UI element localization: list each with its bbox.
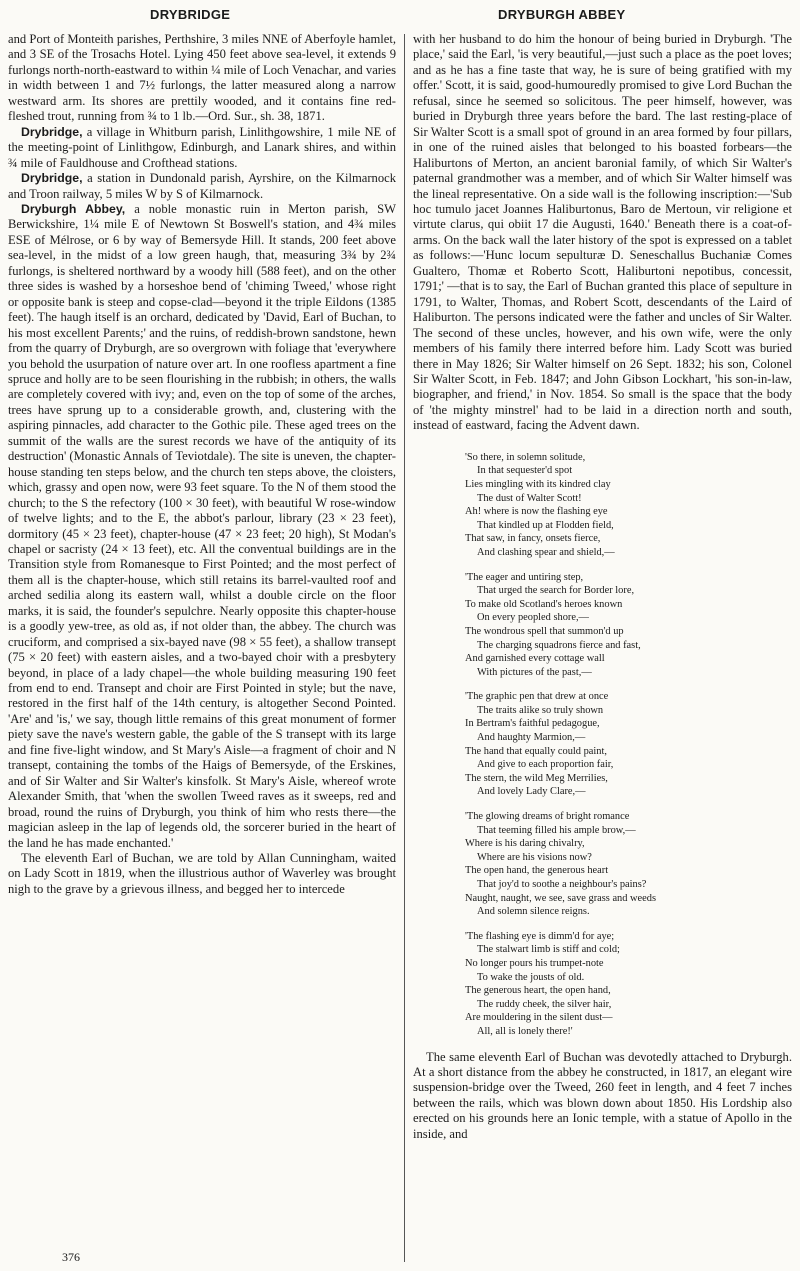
entry-dryburgh-abbey	[8, 202, 396, 851]
entry-drybridge-station	[8, 171, 396, 202]
header-left: DRYBRIDGE	[150, 7, 231, 22]
poem-line: The hand that equally could paint,	[465, 745, 607, 757]
poem-line: And solemn silence reigns.	[477, 906, 590, 918]
poem-stanza	[465, 451, 792, 560]
poem-line: 'The eager and untiring step,	[465, 571, 584, 583]
poem-line: That joy'd to soothe a neighbour's pains?	[477, 879, 647, 890]
poem-line: The stalwart limb is stiff and cold;	[477, 944, 620, 956]
poem-line: 'The flashing eye is dimm'd for aye;	[465, 930, 615, 942]
poem-line: 'The glowing dreams of bright romance	[465, 811, 630, 823]
poem-line: That kindled up at Flodden field,	[477, 519, 614, 531]
header-right: DRYBURGH ABBEY	[498, 7, 626, 22]
poem-line: The stern, the wild Meg Merrilies,	[465, 772, 608, 784]
poem-line: The ruddy cheek, the silver hair,	[477, 998, 612, 1010]
left-column	[8, 32, 396, 1264]
headword: Drybridge,	[21, 171, 83, 186]
headword: Dryburgh Abbey,	[21, 201, 126, 216]
entry-text: a noble monastic ruin in Merton parish, SW Berwickshire, 1¼ mile E of Newtown St Boswell's station, and 4¾ miles ESE of Mélrose, or 6 by way of Bemersyde Hill. It stands, 200 feet above sea-level, in the midst of a low green haugh, that, measuring 3¾ by 2¾ furlongs, is sheltered northward by a woody hill (588 feet), and on the other three sides is washed by a horseshoe bend of 'chiming Tweed,' whose right or opposite bank is steep and copse-clad—beyond it the triple Eildons (1385 feet). The haugh itself is an orchard, dedicated by 'David, Earl of Buchan, to his most excellent Parents;' and the ruins, of reddish-brown sandstone, hewn from the quarry of Dryburgh, are so overgrown with foliage that 'everywhere you behold the usurpation of nature over art. In one roofless apartment a fine spruce and holly are to be seen flourishing in the rubbish; in others, the walls are completely covered with ivy; and, even on the top of some of the arches, trees have sprung up to a considerable growth, and, clustering with the aspiring pinnacles, add character to the Gothic pile. These aged trees on the summit of the walls are the surest records we have of the antiquity of its destruction' (Monastic Annals of Teviotdale). The site is uneven, the chapter-house standing ten steps below, and the church ten steps above, the cloisters, which, grassy and open now, were 93 feet square. To the N of them stood the church; to the S the refectory (100 × 30 feet), with beautiful W rose-window of twelve lights; and to the E, the abbot's parlour, library (23 × 23 feet), dormitory (45 × 23 feet), chapter-house (47 × 23 feet; 20 high), St Modan's chapel or sacristy (24 × 13 feet), etc. All the conventual buildings are in the Transition style from Romanesque to First Pointed; and the most perfect of them all is the chapter-house, which still retains its barrel-vaulted roof and arched sedilia along its eastern wall, whilst a double circle on the floor marks, it is said, the founder's sepulchre. Nearly opposite this chapter-house is a goodly yew-tree, as old as, if not older than, the abbey. The church was cruciform, and comprised a six-bayed nave (98 × 55 feet), a shallow transept (75 × 20 feet) with eastern aisles, and a two-bayed choir with a presbytery beyond, in place of a lady chapel—the whole building measuring 190 feet from end to end. Transept and choir are First Pointed in style; but the nave, restored in the first half of the 14th century, is altogether Second Pointed. 'Are' and 'is,' we say, though little remains of this great monument of former piety save the nave's western gable, the gable of the S transept with its large and fine five-light window, and St Mary's Aisle—a fragment of choir and N transept, containing the tombs of the Haigs of Bemersyde, of the Erskines, and of Sir Walter and Sir Walter's kinsfolk. St Mary's Aisle, whereof wrote Alexander Smith, that 'when the swollen Tweed raves as it sweeps, red and broad, round the ruins of Dryburgh, you think of him who rests there—the magician asleep in the lap of legends old, the sorcerer buried in the heart of the land he has made enchanted.'	[8, 201, 396, 850]
poem-stanza	[465, 930, 792, 1039]
poem-line: To make old Scotland's heroes known	[465, 598, 623, 610]
poem-line: In Bertram's faithful pedagogue,	[465, 718, 600, 730]
running-header	[0, 4, 800, 26]
poem	[465, 451, 792, 1039]
entry-text: a village in Whitburn parish, Linlithgowshire, 1 mile NE of the meeting-point of Linlithgow, Edinburgh, and Lanark shires, and within ¾ mile of Fauldhouse and Crofthead stations.	[8, 124, 396, 170]
poem-line: The generous heart, the open hand,	[465, 985, 611, 997]
poem-line: The dust of Walter Scott!	[477, 492, 582, 504]
poem-line: Where is his daring chivalry,	[465, 838, 585, 850]
poem-line: All, all is lonely there!'	[477, 1025, 573, 1037]
poem-line: With pictures of the past,—	[477, 666, 592, 678]
right-column	[413, 32, 792, 1264]
poem-stanza	[465, 571, 792, 680]
poem-line: And lovely Lady Clare,—	[477, 786, 586, 798]
poem-stanza	[465, 690, 792, 799]
buchan-paragraph: The eleventh Earl of Buchan, we are told by Allan Cunningham, waited on Lady Scott in 1819, when the illustrious author of Waverley was brought nigh to the grave by a grievous illness, and begged her to intercede	[8, 851, 396, 896]
bridge-paragraph: The same eleventh Earl of Buchan was devotedly attached to Dryburgh. At a short distance from the abbey he constructed, in 1817, an elegant wire suspension-bridge over the Tweed, 260 feet in length, and 4 feet 7 inches between the rails, which was blown down about 1850. His Lordship also erected on his grounds here an Ionic temple, with a statue of Apollo in the inside, and	[413, 1049, 792, 1141]
poem-line: Where are his visions now?	[477, 851, 592, 863]
poem-line: The traits alike so truly shown	[477, 704, 604, 716]
poem-line: Lies mingling with its kindred clay	[465, 478, 611, 490]
poem-line: And give to each proportion fair,	[477, 759, 614, 771]
column-rule	[404, 34, 405, 1262]
headword: Drybridge,	[21, 124, 83, 139]
poem-line: And haughty Marmion,—	[477, 732, 586, 744]
poem-line: Naught, naught, we see, save grass and weeds	[465, 892, 657, 904]
poem-line: Ah! where is now the flashing eye	[465, 506, 608, 518]
poem-line: On every peopled shore,—	[477, 612, 589, 624]
poem-line: That teeming filled his ample brow,—	[477, 824, 636, 836]
poem-line: The open hand, the generous heart	[465, 865, 609, 877]
poem-stanza	[465, 810, 792, 919]
poem-line: 'The graphic pen that drew at once	[465, 691, 609, 703]
entry-drybridge-village	[8, 125, 396, 171]
poem-line: In that sequester'd spot	[477, 465, 573, 477]
poem-line: That urged the search for Border lore,	[477, 585, 635, 597]
poem-line: 'So there, in solemn solitude,	[465, 451, 586, 463]
continuation-paragraph: and Port of Monteith parishes, Perthshire, 3 miles NNE of Aberfoyle hamlet, and 3 SE of the Trosachs Hotel. Lying 450 feet above sea-level, it extends 9 furlongs north-north-eastward to within ¼ mile of Loch Venachar, and varies in width between 1 and 7½ furlongs, the latter measured along a narrow westward arm. Its shores are prettily wooded, and it contains fine red-fleshed trout, running from ¾ to 1 lb.—Ord. Sur., sh. 38, 1871.	[8, 32, 396, 124]
poem-line: No longer pours his trumpet-note	[465, 957, 604, 969]
entry-text: a station in Dundonald parish, Ayrshire, on the Kilmarnock and Troon railway, 5 miles W by S of Kilmarnock.	[8, 171, 396, 201]
poem-line: To wake the jousts of old.	[477, 971, 585, 983]
poem-line: And clashing spear and shield,—	[477, 546, 615, 558]
poem-line: And garnished every cottage wall	[465, 653, 605, 665]
poem-line: Are mouldering in the silent dust—	[465, 1012, 613, 1024]
page-number: 376	[62, 1250, 80, 1264]
poem-line: The wondrous spell that summon'd up	[465, 625, 624, 637]
poem-line: That saw, in fancy, onsets fierce,	[465, 533, 601, 545]
poem-line: The charging squadrons fierce and fast,	[477, 639, 641, 651]
buchan-continuation: with her husband to do him the honour of being buried in Dryburgh. 'The place,' said the Earl, 'is very beautiful,—just such a place as the poet loves; and as he has a fine taste that way, he is sure of being gratified with my offer.' Scott, it is said, good-humouredly promised to give Lord Buchan the refusal, since he seemed so solicitous. The peer himself, however, was buried in Dryburgh three years before the bard. The last resting-place of Sir Walter Scott is a small spot of ground in an area formed by four pillars, in one of the ruined aisles that belonged to his boasted forbears—the Haliburtons of Merton, an ancient baronial family, of which Sir Walter's paternal grandmother was a member, and of which Sir Walter himself was the lineal representative. On a side wall is the following inscription:—'Sub hoc tumulo jacet Joannes Haliburtonus, Baro de Mertoun, vir religione et virtute clarus, qui obiit 17 die Augusti, 1640.' Beneath there is a coat-of-arms. On the back wall the later history of the spot is expressed on a tablet as follows:—'Hunc locum sepulturæ D. Seneschallus Buchaniæ Comes Gualtero, Thomæ et Roberto Scott, Haliburtoni nepotibus, concessit, 1791;' —that is to say, the Earl of Buchan granted this place of sepulture in 1791, to Walter, Thomas, and Robert Scott, descendants of the Laird of Haliburton. The persons indicated were the father and uncles of Sir Walter. The second of these uncles, however, and his own wife, were the only members of his family there interred before him. Lady Scott was buried there in May 1826; Sir Walter himself on 26 Sept. 1832; his son, Colonel Sir Walter Scott, in Feb. 1847; and John Gibson Lockhart, 'his son-in-law, biographer, and friend,' in Nov. 1854. So small is the space that the body of 'the mighty minstrel' had to be laid in a direction north and south, instead of eastward, facing the Advent dawn.	[413, 32, 792, 433]
